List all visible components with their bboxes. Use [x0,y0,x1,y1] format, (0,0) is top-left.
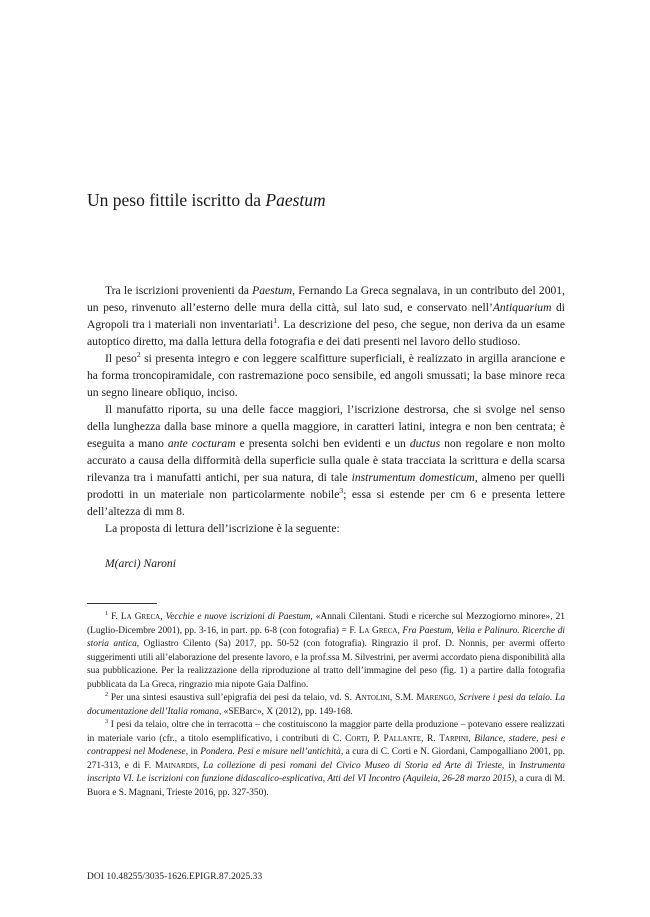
footnote-ref-1[interactable]: 1 [273,316,277,326]
text-run: e presenta solchi ben evidenti e un [235,437,410,450]
italic-run: Vecchie e nuove iscrizioni di Paestum [165,612,311,622]
text-run: , P. [367,733,384,744]
author-name: Corti [345,733,368,744]
italic-run: Scrivere i pesi da telaio. La documentazione dell’Italia romana [87,693,566,717]
inscription-reading: M(arci) Naroni [105,557,176,570]
footnote-1 [87,611,565,692]
text-run: Per una sintesi esaustiva sull’epigrafia dei pesi da telaio, vd. S. [108,693,355,703]
text-run: , [468,733,475,744]
footnote-2 [87,692,565,719]
footnote-3 [87,719,565,800]
author-name: Pallante [383,733,421,744]
text-run: Ogliastro Cilento (Sa) 2017, pp. 50-52 (con fotografia). Ringrazio il prof. D. Nonnis, per avermi offerto suggerimenti utili all’elaborazione del presente lavoro, e la prof.ssa M. Silvestrini, per avermi accordato piena disponibilità alla sua pubblicazione. Per la realizzazione della riproduzione al tratto dell’immagine del peso (fig. 1) a partire dalla fotografia pubblicata da La Greca, ringrazio mia nipote Gaia Dalfino. [87,639,565,690]
text-run: non regolare e non molto accurato a causa della difformità della superficie sulla quale è stata tracciata la scrittura e della scarsa rilevanza tra i manufatti antichi, per sua natura, di tale [87,437,565,484]
footnote-number: 1 [105,610,109,617]
author-name: La Greca [120,612,161,622]
paragraph-1 [87,282,565,350]
italic-run: instrumentum domesticum [351,471,475,484]
text-run: , R. [420,733,440,744]
text-run: , «SEBarc», X (2012), pp. 149-168. [218,706,353,717]
italic-run: Bilance, stadere, pesi e contrappesi nel Modenese [87,733,565,757]
italic-run: Fra Paestum, Velia e Palinuro. Ricerche di storia antica, [87,625,565,649]
author-name: Antolini [354,693,390,703]
text-run: si presenta integro e con leggere scalfitture superficiali, è realizzato in argilla arancione e ha forma troncopiramidale, con rastremazione poco sensibile, ed angoli smussati; la base minore reca un segno lineare obliquo, inciso. [87,352,566,399]
footnotes [87,611,565,800]
italic-run: Pondera. Pesi e misure nell’antichità [200,747,341,757]
footnote-ref-2[interactable]: 2 [136,350,141,360]
text-run: , a cura di M. Buora e S. Magnani, Trieste 2016, pp. 327-350). [87,774,566,798]
text-run: ; essa si estende per cm 6 e presenta lettere dell’altezza di mm 8. [87,488,565,518]
title-text: Un peso fittile iscritto da [87,190,266,210]
italic-run: Paestum [252,284,293,297]
title-italic: Paestum [265,190,326,210]
text-run: , in [501,760,520,771]
italic-run: ante cocturam [167,437,236,450]
footnote-separator [87,603,157,604]
paragraph-3 [87,401,565,520]
footnote-number: 3 [105,718,109,725]
article-title [87,190,326,211]
text-run: Il peso [105,352,137,365]
paragraph-4: La proposta di lettura dell’iscrizione è la seguente: [105,522,340,535]
text-run: , Fernando La Greca segnalava, in un contributo del 2001, un peso, rinvenuto all’esterno delle mura della città, sul lato sud, e conservato nell’ [87,284,565,314]
author-name: Mainardis [155,760,197,771]
author-name: Marengo [416,693,454,703]
text-run: I pesi da telaio, oltre che in terracotta – che costituiscono la maggior parte della produzione – potevano essere realizzati in materiale vario (cfr., a titolo esemplificativo, i contributi di C. [87,720,565,744]
author-name: Tarpini [439,733,469,744]
text-run: , in [185,747,201,757]
footnote-ref-3[interactable]: 3 [339,486,344,496]
text-run: F. [108,612,121,622]
italic-run: Instrumenta inscripta VI. Le iscrizioni con funzione didascalico-esplicativa, Atti del VI Incontro (Aquileia, 26-28 marzo 2015) [87,760,565,784]
text-run: , [397,625,403,636]
doi-line[interactable]: DOI 10.48255/3035-1626.EPIGR.87.2025.33 [87,872,263,882]
italic-run: ductus [409,437,441,450]
text-run: Il manufatto riporta, su una delle facce maggiori, l’iscrizione destrorsa, che si svolge nel senso della lunghezza dalla base minore a quella maggiore, in caratteri latini, integra e non ben centrata; è eseguita a mano [87,403,565,450]
author-name: La Greca [358,625,398,636]
text-run: , [453,693,460,703]
text-run: , almeno per quelli prodotti in un materiale non particolarmente nobile [87,471,565,501]
text-run: , [160,612,166,622]
text-run: , «Annali Cilentani. Studi e ricerche sul Mezzogiorno minore», 21 (Luglio-Dicembre 2001), pp. 3-16, in part. pp. 6-8 (con fotografia) = F. [87,612,565,636]
italic-run: Antiquarium [492,301,552,314]
paragraph-2 [87,350,565,401]
text-run: , a cura di C. Corti e N. Giordani, Campogalliano 2001, pp. 271-313, e di F. [87,747,565,771]
text-run: , [196,760,204,771]
text-run: . La descrizione del peso, che segue, non deriva da un esame autoptico diretto, ma dalla lettura della fotografia e dei dati presenti nel lavoro dello studioso. [87,318,565,348]
article-body [87,282,565,537]
italic-run: La collezione di pesi romani del Civico Museo di Storia ed Arte di Trieste [203,760,502,771]
text-run: di Agropoli tra i materiali non inventariati [87,301,565,331]
text-run: Tra le iscrizioni provenienti da [105,284,253,297]
text-run: , S.M. [389,693,417,703]
footnote-number: 2 [105,691,109,698]
